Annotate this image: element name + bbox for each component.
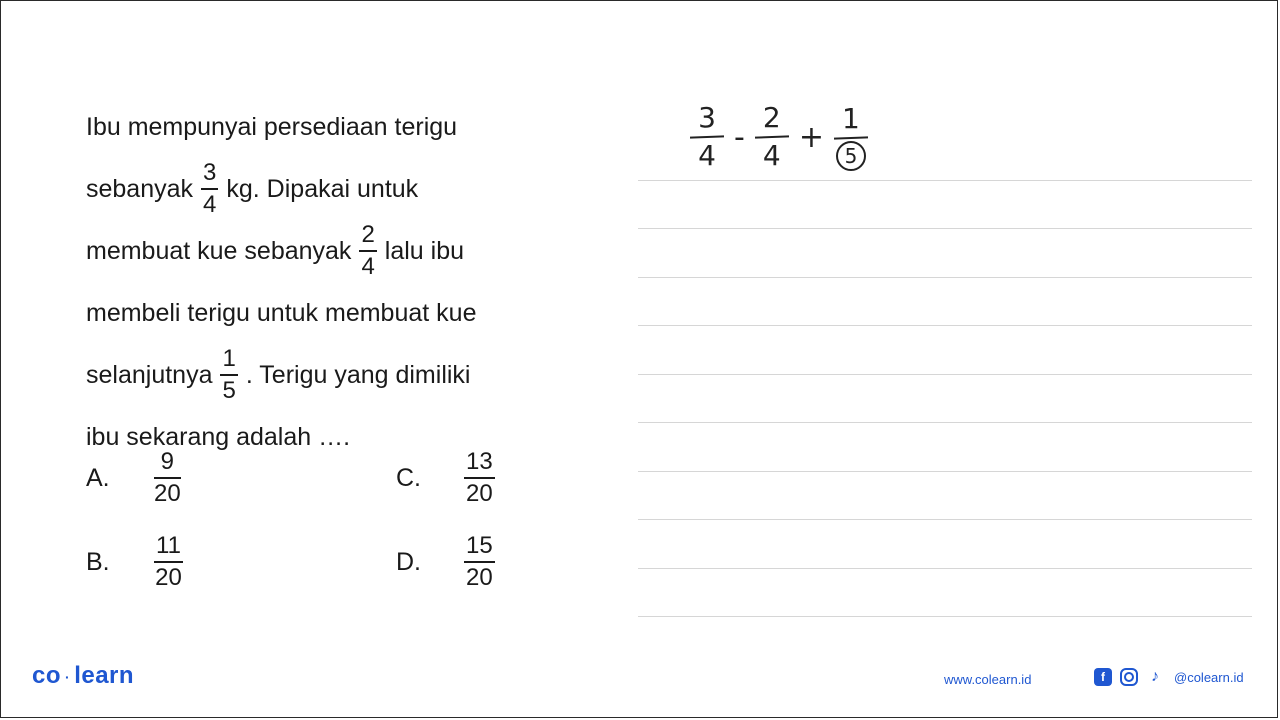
option-d[interactable] [396,524,556,600]
fraction-bar [464,477,495,479]
ruled-line [638,519,1252,520]
question-text [86,96,576,468]
fraction-one-fifth [220,345,237,405]
handwritten-working [690,102,868,172]
fraction-numerator: 3 [203,159,217,186]
social-handle[interactable]: @colearn.id [1174,669,1244,685]
fraction-numerator: 2 [762,101,781,134]
fraction-denominator: 4 [762,139,781,172]
plus-sign: + [798,119,824,155]
question-line-4 [86,282,576,344]
fraction-denominator: 20 [155,564,182,591]
hand-fraction [690,102,724,172]
option-c[interactable] [396,440,556,516]
fraction-bar [220,374,237,376]
ruled-writing-area [638,0,1252,640]
fraction-numerator: 13 [466,448,493,475]
ruled-line [638,228,1252,229]
option-fraction [464,448,495,508]
ruled-line [638,568,1252,569]
fraction-bar [201,188,218,190]
colearn-logo [32,662,134,690]
hand-fraction [755,102,789,172]
option-fraction [464,532,495,592]
question-text-2a: sebanyak [86,175,194,203]
ruled-line [638,471,1252,472]
ruled-line [638,374,1252,375]
logo-text-left: co [32,662,62,689]
social-links [1094,668,1244,686]
option-fraction [154,448,181,508]
question-line-1 [86,96,576,158]
fraction-numerator: 1 [222,345,236,372]
fraction-numerator: 1 [842,102,860,135]
fraction-bar [154,561,183,563]
fraction-bar [464,561,495,563]
question-line-3 [86,220,576,282]
ruled-line [638,325,1252,326]
question-text-4: membeli terigu untuk membuat kue [86,299,477,327]
ruled-line [638,422,1252,423]
fraction-numerator: 2 [361,221,375,248]
fraction-numerator: 9 [160,448,175,475]
question-text-3a: membuat kue sebanyak [86,237,352,265]
logo-dot: · [65,668,71,685]
fraction-three-quarters [201,159,218,219]
fraction-denominator: 4 [698,139,716,172]
option-letter: A. [86,463,110,492]
logo-text-right: learn [74,662,135,689]
hand-fraction [834,103,868,171]
option-letter: D. [396,547,421,576]
question-text-2b: kg. Dipakai untuk [226,175,419,203]
minus-sign: - [734,119,745,155]
question-text-1: Ibu mempunyai persediaan terigu [86,113,458,141]
option-b[interactable] [86,524,396,600]
question-text-6: ibu sekarang adalah …. [86,423,351,451]
question-text-5b: . Terigu yang dimiliki [245,361,471,389]
facebook-icon[interactable]: f [1094,668,1112,686]
ruled-line [638,277,1252,278]
fraction-denominator: 4 [361,253,375,280]
tiktok-icon[interactable]: ♪ [1151,668,1159,685]
answer-options [86,440,556,600]
website-link[interactable]: www.colearn.id [944,672,1032,687]
fraction-bar [834,136,868,139]
fraction-denominator: 20 [154,480,181,507]
option-letter: C. [396,463,421,492]
fraction-denominator: 5 [222,377,236,404]
option-letter: B. [86,547,110,576]
fraction-bar [359,250,376,252]
circled-denominator: 5 [836,141,866,171]
fraction-bar [154,477,181,479]
ruled-line [638,180,1252,181]
instagram-icon[interactable] [1120,668,1138,686]
question-text-3b: lalu ibu [384,237,465,265]
fraction-numerator: 3 [698,101,716,134]
fraction-denominator: 20 [466,480,493,507]
question-line-2 [86,158,576,220]
option-fraction [154,532,183,592]
fraction-denominator: 20 [466,564,493,591]
ruled-line [638,616,1252,617]
option-a[interactable] [86,440,396,516]
question-text-5a: selanjutnya [86,361,213,389]
fraction-denominator: 4 [203,191,217,218]
fraction-numerator: 11 [156,532,181,559]
question-line-5 [86,344,576,406]
fraction-numerator: 15 [466,532,493,559]
fraction-two-quarters [359,221,376,281]
